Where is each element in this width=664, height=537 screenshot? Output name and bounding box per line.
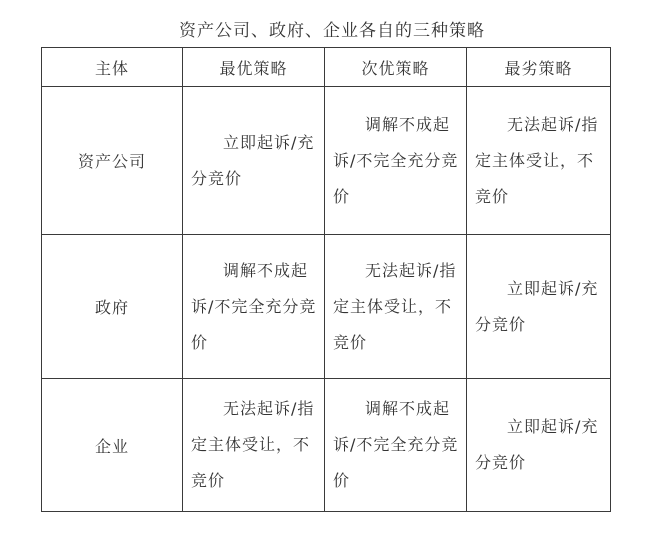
entity-label: 政府 xyxy=(94,298,129,317)
table-row xyxy=(42,235,611,379)
entity-cell xyxy=(42,87,183,235)
best-strategy-cell xyxy=(183,235,325,379)
strategy-text: 调解不成起诉/不完全充分竞价 xyxy=(333,114,459,206)
second-strategy-cell xyxy=(325,235,467,379)
best-strategy-cell xyxy=(183,87,325,235)
strategy-text: 无法起诉/指定主体受让，不竞价 xyxy=(475,114,599,206)
entity-label: 资产公司 xyxy=(77,152,146,171)
second-strategy-cell xyxy=(325,379,467,512)
worst-strategy-cell xyxy=(467,379,611,512)
header-row xyxy=(42,48,611,87)
best-strategy-cell xyxy=(183,379,325,512)
entity-cell xyxy=(42,235,183,379)
strategy-text: 立即起诉/充分竞价 xyxy=(475,417,599,472)
table-title: 资产公司、政府、企业各自的三种策略 xyxy=(179,21,485,41)
strategy-table xyxy=(41,47,611,512)
entity-label: 企业 xyxy=(94,436,129,456)
strategy-text: 无法起诉/指定主体受让，不竞价 xyxy=(333,260,457,352)
worst-strategy-cell xyxy=(467,235,611,379)
header-second-strategy: 次优策略 xyxy=(325,48,467,87)
table-row xyxy=(42,379,611,512)
entity-cell xyxy=(42,379,183,512)
strategy-text: 调解不成起诉/不完全充分竞价 xyxy=(333,399,459,490)
strategy-text: 调解不成起诉/不完全充分竞价 xyxy=(191,260,317,352)
strategy-text: 立即起诉/充分竞价 xyxy=(191,132,315,188)
header-best-strategy: 最优策略 xyxy=(183,48,325,87)
worst-strategy-cell xyxy=(467,87,611,235)
header-entity: 主体 xyxy=(42,48,183,87)
strategy-text: 立即起诉/充分竞价 xyxy=(475,278,599,334)
header-worst-strategy: 最劣策略 xyxy=(467,48,611,87)
second-strategy-cell xyxy=(325,87,467,235)
table-row xyxy=(42,87,611,235)
strategy-text: 无法起诉/指定主体受让，不竞价 xyxy=(191,399,315,490)
